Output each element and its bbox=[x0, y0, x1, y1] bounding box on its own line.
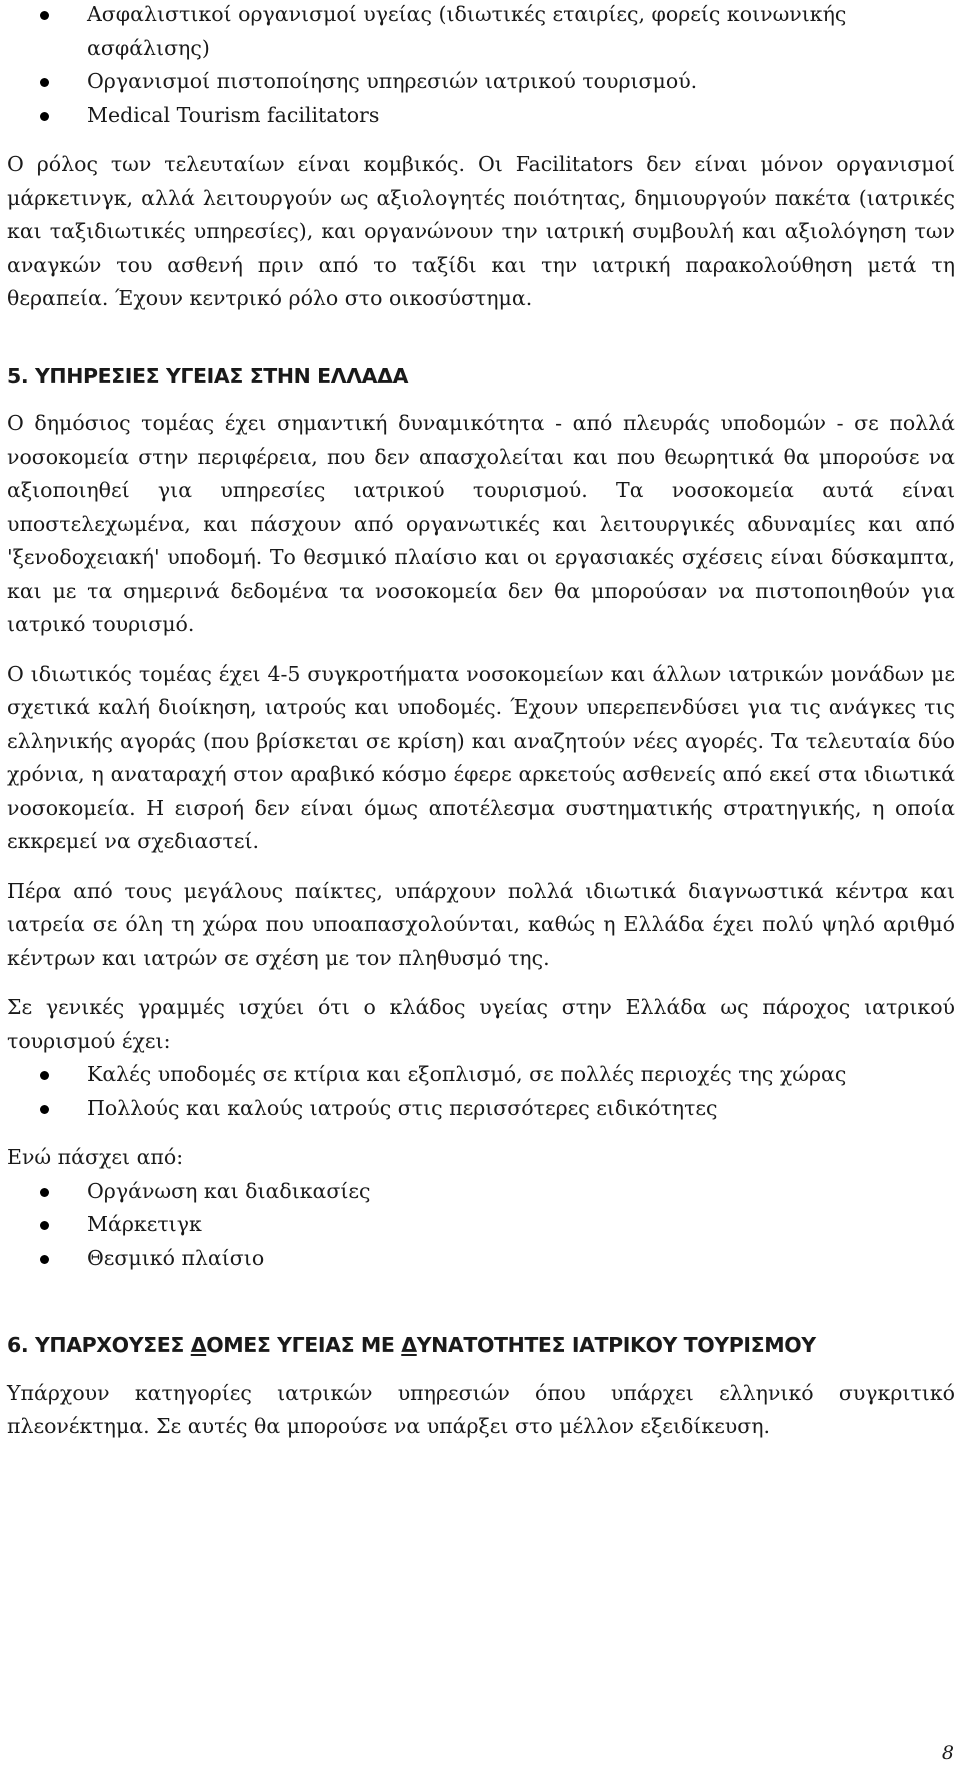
list-item: Θεσμικό πλαίσιο bbox=[7, 1242, 955, 1276]
section-6-paragraph: Υπάρχουν κατηγορίες ιατρικών υπηρεσιών όπου υπάρχει ελληνικό συγκριτικό πλεονέκτημα. Σε αυτές θα μπορούσε να υπάρξει στο μέλλον εξειδίκευση. bbox=[7, 1380, 955, 1438]
heading-text: 6. ΥΠΑΡΧΟΥΣΕΣ bbox=[7, 1333, 191, 1357]
list-item: Ασφαλιστικοί οργανισμοί υγείας (ιδιωτικές εταιρίες, φορείς κοινωνικής ασφάλισης) bbox=[7, 0, 955, 65]
document-content bbox=[7, 0, 955, 1444]
list-item: Οργανισμοί πιστοποίησης υπηρεσιών ιατρικού τουρισμού. bbox=[7, 65, 955, 99]
public-sector-paragraph: Ο δημόσιος τομέας έχει σημαντική δυναμικότητα - από πλευράς υποδομών - σε πολλά νοσοκομεία στην περιφέρεια, που δεν απασχολείται και που θεωρητικά θα μπορούσε να αξιοποιηθεί για υπηρεσίες ιατρικού τουρισμού. Τα νοσοκομεία αυτά είναι υποστελεχωμένα, και πάσχουν από οργανωτικές και λειτουργικές αδυναμίες και από 'ξενοδοχειακή' υποδομή. Το θεσμικό πλαίσιο και οι εργασιακές σχέσεις είναι δύσκαμπτα, και με τα σημερινά δεδομένα τα νοσοκομεία δεν θα μπορούσαν να πιστοποιηθούν για ιατρικό τουρισμό. bbox=[7, 411, 955, 636]
private-sector-paragraph: Ο ιδιωτικός τομέας έχει 4-5 συγκροτήματα νοσοκομείων και άλλων ιατρικών μονάδων με σχετικά καλή διοίκηση, ιατρούς και υποδομές. Έχουν υπερεπενδύσει για τις ανάγκες τις ελληνικής αγοράς (που βρίσκεται σε κρίση) και αναζητούν νέες αγορές. Τα τελευταία δύο χρόνια, η αναταραχή στον αραβικό κόσμο έφερε αρκετούς ασθενείς από εκεί στα ιδιωτικά νοσοκομεία. Η εισροή δεν είναι όμως αποτέλεσμα συστηματικής στρατηγικής, η οποία εκκρεμεί να σχεδιαστεί. bbox=[7, 661, 955, 853]
list-item: Πολλούς και καλούς ιατρούς στις περισσότερες ειδικότητες bbox=[7, 1092, 955, 1126]
weaknesses-list bbox=[7, 1175, 955, 1276]
strengths-list bbox=[7, 1058, 955, 1125]
section-6-heading bbox=[7, 1329, 955, 1363]
heading-text: ΥΝΑΤΟΤΗΤΕΣ ΙΑΤΡΙΚΟΥ ΤΟΥΡΙΣΜΟΥ bbox=[416, 1333, 816, 1357]
facilitators-paragraph: Ο ρόλος των τελευταίων είναι κομβικός. Οι Facilitators δεν είναι μόνον οργανισμοί μάρκετινγκ, αλλά λειτουργούν ως αξιολογητές ποιότητας, δημιουργούν πακέτα (ιατρικές και ταξιδιωτικές υπηρεσίες), και οργανώνουν την ιατρική συμβουλή και αξιολόγηση των αναγκών του ασθενή πριν από το ταξίδι και την ιατρική παρακολούθηση μετά τη θεραπεία. Έχουν κεντρικό ρόλο στο οικοσύστημα. bbox=[7, 152, 955, 310]
strengths-intro: Σε γενικές γραμμές ισχύει ότι ο κλάδος υγείας στην Ελλάδα ως πάροχος ιατρικού τουρισμού έχει: bbox=[7, 995, 955, 1053]
stakeholder-list bbox=[7, 0, 955, 132]
section-5-heading: 5. ΥΠΗΡΕΣΙΕΣ ΥΓΕΙΑΣ ΣΤΗΝ ΕΛΛΑΔΑ bbox=[7, 363, 409, 388]
weaknesses-intro: Ενώ πάσχει από: bbox=[7, 1145, 184, 1169]
heading-text: Δ bbox=[190, 1333, 207, 1357]
page-number: 8 bbox=[941, 1742, 954, 1764]
list-item: Μάρκετιγκ bbox=[7, 1208, 955, 1242]
heading-text: Δ bbox=[401, 1333, 417, 1357]
list-item: Οργάνωση και διαδικασίες bbox=[7, 1175, 955, 1209]
heading-text: ΟΜΕΣ ΥΓΕΙΑΣ ΜΕ bbox=[206, 1333, 402, 1357]
list-item: Καλές υποδομές σε κτίρια και εξοπλισμό, σε πολλές περιοχές της χώρας bbox=[7, 1058, 955, 1092]
diagnostic-centers-paragraph: Πέρα από τους μεγάλους παίκτες, υπάρχουν πολλά ιδιωτικά διαγνωστικά κέντρα και ιατρεία σε όλη τη χώρα που υποαπασχολούνται, καθώς η Ελλάδα έχει πολύ ψηλό αριθμό κέντρων και ιατρών σε σχέση με τον πληθυσμό της. bbox=[7, 878, 955, 970]
list-item: Medical Tourism facilitators bbox=[7, 99, 955, 133]
